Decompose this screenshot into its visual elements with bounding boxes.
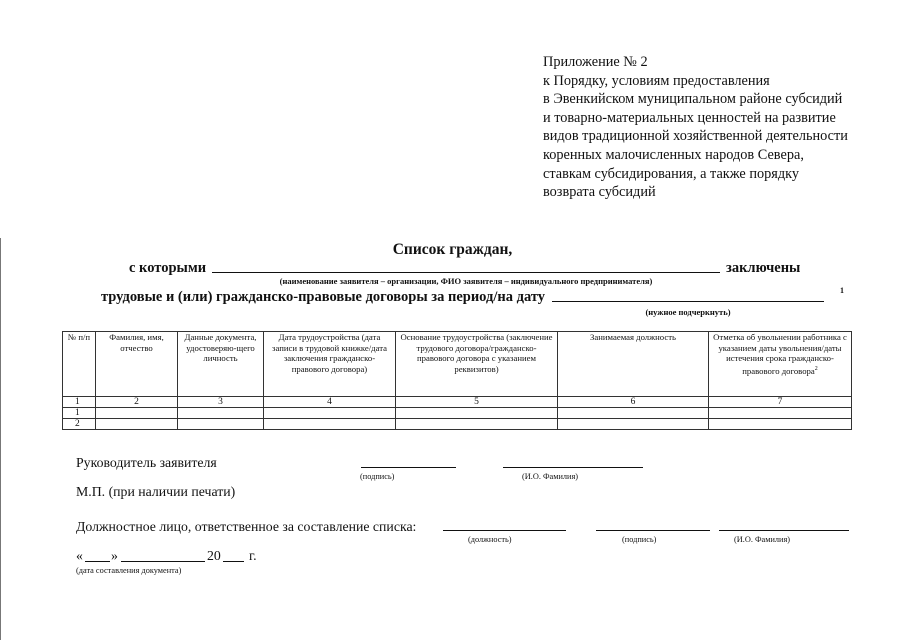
period-date-hint: (нужное подчеркнуть) (645, 307, 731, 317)
official-signature-hint: (подпись) (622, 535, 657, 544)
table-cell[interactable] (264, 408, 396, 419)
table-cell[interactable] (178, 408, 264, 419)
date-year-suffix: г. (249, 548, 257, 563)
head-signature-field[interactable] (361, 467, 456, 468)
column-number: 7 (709, 397, 852, 408)
date-day-field[interactable] (85, 561, 110, 562)
table-cell[interactable] (264, 419, 396, 430)
heading-line2: трудовые и (или) гражданско-правовые договоры за период/на дату (101, 289, 545, 305)
head-label: Руководитель заявителя (76, 455, 217, 470)
table-cell[interactable] (558, 419, 709, 430)
applicant-name-field[interactable] (212, 272, 720, 273)
appendix-line: коренных малочисленных народов Севера, (543, 146, 804, 163)
footnote-marker: 2 (814, 365, 818, 372)
row-number: 1 (63, 408, 96, 419)
appendix-line: и товарно-материальных ценностей на развитие (543, 109, 836, 126)
column-header: Дата трудоустройства (дата записи в трудовой книжке/дата заключения гражданско-правового договора) (264, 332, 396, 397)
column-header-text: Отметка об увольнении работника с указанием даты увольнения/даты истечения срока гражданско-правового договора (713, 332, 847, 376)
table-cell[interactable] (178, 419, 264, 430)
column-header-last (709, 332, 852, 397)
column-number: 6 (558, 397, 709, 408)
appendix-line: возврата субсидий (543, 184, 656, 201)
official-name-field[interactable] (719, 530, 849, 531)
table-cell[interactable] (96, 408, 178, 419)
column-number: 1 (63, 397, 96, 408)
footnote-marker: 1 (840, 286, 844, 295)
appendix-line: к Порядку, условиям предоставления (543, 72, 770, 89)
document-title: Список граждан, (392, 241, 513, 258)
official-name-hint: (И.О. Фамилия) (734, 535, 791, 544)
column-number-row (63, 397, 852, 408)
date-quote-close: » (111, 548, 118, 563)
table-cell[interactable] (558, 408, 709, 419)
table-cell[interactable] (709, 408, 852, 419)
period-date-field[interactable] (552, 301, 824, 302)
heading-line1-start: с которыми (129, 260, 207, 276)
date-month-field[interactable] (121, 561, 205, 562)
head-signature-hint: (подпись) (360, 472, 395, 481)
column-header: Основание трудоустройства (заключение трудового договора/гражданско-правового договора с указанием реквизитов) (396, 332, 558, 397)
column-number: 4 (264, 397, 396, 408)
date-hint: (дата составления документа) (76, 566, 182, 575)
appendix-line: ставкам субсидирования, а также порядку (543, 165, 800, 182)
official-position-field[interactable] (443, 530, 566, 531)
table-cell[interactable] (396, 419, 558, 430)
appendix-line: видов традиционной хозяйственной деятельности (543, 128, 848, 145)
column-number: 3 (178, 397, 264, 408)
applicant-name-hint: (наименование заявителя – организации, ФИО заявителя – индивидуального предпринимателя) (279, 276, 653, 286)
heading-line1-end: заключены (726, 260, 801, 276)
table-row (63, 408, 852, 419)
appendix-line: Приложение № 2 (543, 54, 648, 70)
column-header: Фамилия, имя, отчество (96, 332, 178, 397)
head-name-hint: (И.О. Фамилия) (522, 472, 579, 481)
column-header: Занимаемая должность (558, 332, 709, 397)
stamp-label: М.П. (при наличии печати) (76, 484, 236, 499)
table-cell[interactable] (396, 408, 558, 419)
appendix-block (543, 53, 883, 202)
official-position-hint: (должность) (468, 535, 512, 544)
table-cell[interactable] (96, 419, 178, 430)
citizens-table (62, 331, 852, 430)
scan-edge-line (0, 238, 1, 640)
column-header: Данные документа, удостоверяю-щего личность (178, 332, 264, 397)
column-number: 2 (96, 397, 178, 408)
table-row (63, 419, 852, 430)
head-name-field[interactable] (503, 467, 643, 468)
table-header-row (63, 332, 852, 397)
official-signature-field[interactable] (596, 530, 710, 531)
table-cell[interactable] (709, 419, 852, 430)
row-number: 2 (63, 419, 96, 430)
date-year-field[interactable] (223, 561, 244, 562)
column-header: № п/п (63, 332, 96, 397)
date-quote-open: « (76, 548, 83, 563)
official-label: Должностное лицо, ответственное за составление списка: (76, 519, 417, 534)
date-year-prefix: 20 (207, 548, 221, 563)
appendix-line: в Эвенкийском муниципальном районе субсидий (543, 91, 843, 108)
column-number: 5 (396, 397, 558, 408)
